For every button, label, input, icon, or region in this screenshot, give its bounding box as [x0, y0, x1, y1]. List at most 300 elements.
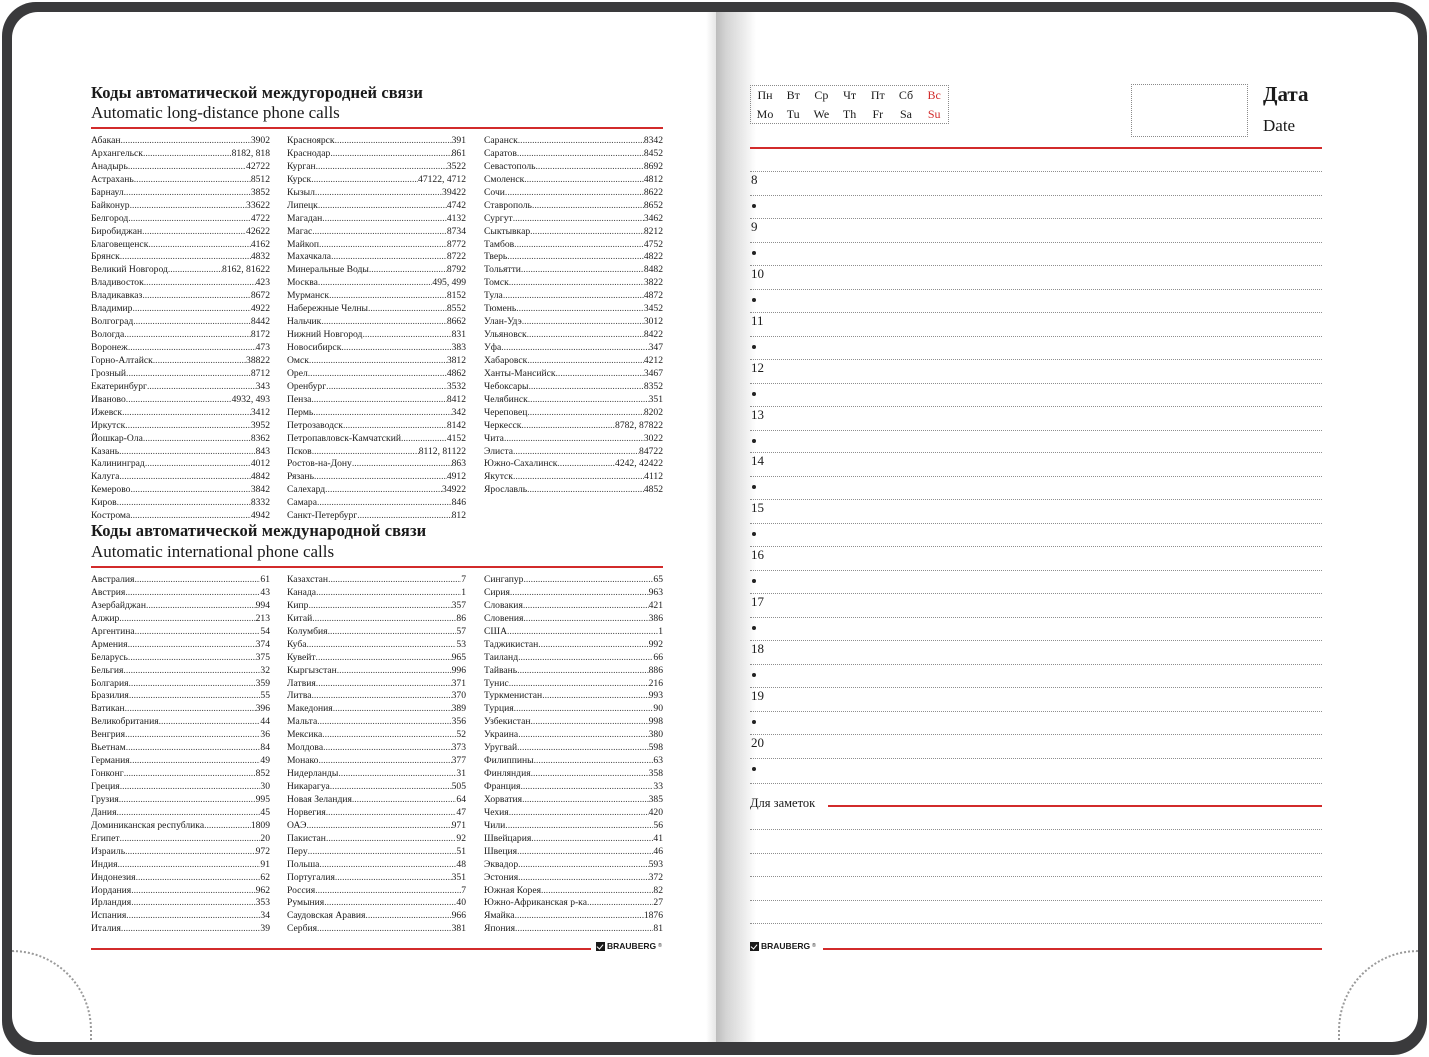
entry-name: Доминиканская республика — [91, 819, 205, 831]
entry-name: Мексика — [287, 729, 323, 741]
entry-name: Брянск — [91, 251, 120, 263]
entry-name: Словения — [484, 612, 524, 624]
schedule-line[interactable] — [750, 476, 1322, 477]
entry-name: Кемерово — [91, 484, 131, 496]
code-entry — [91, 303, 270, 316]
notes-line[interactable] — [750, 923, 1322, 924]
code-entry — [287, 768, 466, 781]
code-entry — [287, 174, 466, 187]
entry-code: 993 — [648, 690, 663, 702]
weekday-ru[interactable]: Сб — [898, 88, 914, 102]
weekday-ru[interactable]: Чт — [843, 88, 857, 102]
code-entry — [91, 355, 270, 368]
code-entry — [287, 885, 466, 898]
entry-name: Таджикистан — [484, 638, 539, 650]
dot-leader — [335, 135, 452, 148]
dot-leader — [125, 587, 260, 600]
code-entry — [287, 574, 466, 587]
entry-code: 4742 — [446, 199, 466, 211]
dot-leader — [531, 768, 649, 781]
entry-code: 420 — [648, 806, 663, 818]
code-entry — [91, 174, 270, 187]
half-hour-bullet — [752, 345, 756, 349]
domestic-codes-column-2 — [287, 135, 466, 523]
schedule-line[interactable] — [750, 617, 1322, 618]
weekday-en[interactable]: Mo — [756, 107, 774, 121]
entry-code: 44 — [260, 716, 270, 728]
dot-leader — [125, 420, 251, 433]
dot-leader — [521, 264, 644, 277]
code-entry — [287, 303, 466, 316]
entry-name: Рязань — [287, 471, 314, 483]
code-entry — [287, 316, 466, 329]
code-entry — [287, 277, 466, 290]
entry-code: 33622 — [246, 199, 270, 211]
code-entry — [91, 729, 270, 742]
entry-code: 90 — [653, 703, 663, 715]
entry-code: 593 — [648, 858, 663, 870]
dot-leader — [125, 729, 260, 742]
code-entry — [484, 613, 663, 626]
dot-leader — [315, 885, 461, 898]
entry-code: 82 — [653, 884, 663, 896]
schedule-line[interactable] — [750, 242, 1322, 243]
entry-code: 8412 — [446, 393, 466, 405]
entry-code: 4942 — [250, 510, 270, 522]
code-entry — [287, 678, 466, 691]
domestic-title-underline — [91, 127, 663, 129]
code-entry — [287, 872, 466, 885]
notes-line[interactable] — [750, 853, 1322, 854]
schedule-line[interactable] — [750, 499, 1322, 500]
right-page — [716, 12, 1418, 1042]
dot-leader — [129, 678, 256, 691]
code-entry — [287, 910, 466, 923]
dot-leader — [122, 407, 251, 420]
dot-leader — [518, 859, 648, 872]
code-entry — [484, 807, 663, 820]
dot-leader — [587, 897, 653, 910]
entry-name: Армения — [91, 638, 128, 650]
dot-leader — [145, 458, 251, 471]
schedule-line[interactable] — [750, 195, 1322, 196]
dot-leader — [517, 742, 648, 755]
hour-label: 13 — [751, 406, 764, 422]
code-entry — [91, 497, 270, 510]
entry-code: 39422 — [442, 186, 466, 198]
dot-leader — [128, 639, 256, 652]
entry-name: Волгоград — [91, 316, 134, 328]
dot-leader — [130, 200, 246, 213]
code-entry — [287, 368, 466, 381]
weekday-en[interactable]: Su — [927, 107, 941, 121]
date-field[interactable] — [1131, 84, 1248, 137]
weekday-ru[interactable]: Пт — [870, 88, 885, 102]
dot-leader — [128, 342, 256, 355]
code-entry — [91, 394, 270, 407]
entry-code: 213 — [255, 612, 270, 624]
dot-leader — [128, 213, 251, 226]
schedule-line[interactable] — [750, 664, 1322, 665]
code-entry — [484, 355, 663, 368]
page-fold-shadow-left — [706, 12, 716, 1042]
entry-name: Италия — [91, 923, 121, 935]
code-entry — [484, 626, 663, 639]
entry-name: Дания — [91, 806, 117, 818]
entry-code: 61 — [260, 574, 270, 585]
entry-name: Смоленск — [484, 173, 525, 185]
entry-code: 1 — [461, 586, 466, 598]
entry-code: 351 — [451, 871, 466, 883]
entry-name: Сингапур — [484, 574, 524, 585]
dot-leader — [144, 277, 256, 290]
entry-name: Архангельск — [91, 147, 143, 159]
schedule-line[interactable] — [750, 383, 1322, 384]
code-entry — [287, 587, 466, 600]
dot-leader — [316, 678, 452, 691]
notes-line[interactable] — [750, 900, 1322, 901]
code-entry — [91, 652, 270, 665]
schedule-line[interactable] — [750, 406, 1322, 407]
entry-name: Кипр — [287, 599, 309, 611]
dot-leader — [308, 846, 457, 859]
entry-code: 8352 — [643, 380, 663, 392]
entry-name: Сургут — [484, 212, 513, 224]
dot-leader — [335, 872, 452, 885]
entry-code: 8512 — [250, 173, 270, 185]
entry-code: 45 — [260, 806, 270, 818]
dot-leader — [311, 174, 418, 187]
code-entry — [91, 833, 270, 846]
weekday-ru[interactable]: Ср — [814, 88, 829, 102]
code-entry — [287, 820, 466, 833]
hour-label: 17 — [751, 594, 764, 610]
entry-name: Элиста — [484, 445, 513, 457]
dot-leader — [518, 135, 644, 148]
code-entry — [287, 897, 466, 910]
code-entry — [484, 458, 663, 471]
schedule-line[interactable] — [750, 758, 1322, 759]
dot-leader — [118, 859, 261, 872]
weekday-ru[interactable]: Вс — [927, 88, 941, 102]
entry-name: Вологда — [91, 329, 125, 341]
dot-leader — [134, 574, 260, 587]
entry-code: 389 — [451, 703, 466, 715]
code-entry — [287, 742, 466, 755]
entry-code: 396 — [255, 703, 270, 715]
code-entry — [484, 885, 663, 898]
code-entry — [91, 148, 270, 161]
dot-leader — [518, 872, 648, 885]
weekday-en[interactable]: Fr — [872, 107, 884, 121]
entry-name: Улан-Удэ — [484, 316, 522, 328]
entry-name: Липецк — [287, 199, 318, 211]
schedule-line[interactable] — [750, 171, 1322, 172]
code-entry — [287, 716, 466, 729]
code-entry — [287, 729, 466, 742]
entry-name: Екатеринбург — [91, 380, 147, 392]
entry-name: Воронеж — [91, 342, 128, 353]
schedule-line[interactable] — [750, 289, 1322, 290]
dot-leader — [126, 394, 232, 407]
dot-leader — [330, 148, 451, 161]
code-entry — [287, 781, 466, 794]
entry-name: Китай — [287, 612, 313, 624]
international-title-ru: Коды автоматической международной связи — [91, 521, 427, 540]
code-entry — [484, 820, 663, 833]
dot-leader — [317, 497, 452, 510]
entry-name: Майкоп — [287, 238, 320, 250]
weekday-ru[interactable]: Пн — [757, 88, 773, 102]
code-entry — [484, 587, 663, 600]
dot-leader — [509, 807, 649, 820]
entry-name: Биробиджан — [91, 225, 143, 237]
entry-code: 8772 — [446, 238, 466, 250]
dot-leader — [318, 200, 447, 213]
entry-name: Владикавказ — [91, 290, 143, 302]
entry-name: Сербия — [287, 923, 317, 935]
code-entry — [287, 794, 466, 807]
entry-code: 347 — [648, 342, 663, 353]
dot-leader — [330, 781, 452, 794]
notes-line[interactable] — [750, 829, 1322, 830]
dot-leader — [401, 433, 447, 446]
brand-check-icon — [750, 942, 759, 951]
code-entry — [91, 484, 270, 497]
entry-name: Казахстан — [287, 574, 329, 585]
dot-leader — [538, 639, 648, 652]
dot-leader — [513, 213, 644, 226]
schedule-line[interactable] — [750, 546, 1322, 547]
entry-code: 8662 — [446, 316, 466, 328]
entry-code: 54 — [260, 625, 270, 637]
entry-code: 3412 — [250, 406, 270, 418]
weekday-en[interactable]: Sa — [900, 107, 912, 121]
entry-code: 7 — [461, 574, 466, 585]
entry-name: Португалия — [287, 871, 335, 883]
entry-code: 52 — [456, 729, 466, 741]
weekday-en[interactable]: Th — [842, 107, 857, 121]
dot-leader — [116, 807, 260, 820]
schedule-line[interactable] — [750, 734, 1322, 735]
entry-name: Польша — [287, 858, 320, 870]
code-entry — [287, 420, 466, 433]
schedule-line[interactable] — [750, 783, 1322, 784]
schedule-line[interactable] — [750, 687, 1322, 688]
entry-name: Иваново — [91, 393, 126, 405]
entry-code: 3467 — [643, 367, 663, 379]
dot-leader — [318, 277, 433, 290]
entry-name: Белгород — [91, 212, 129, 224]
code-entry — [91, 213, 270, 226]
code-entry — [91, 226, 270, 239]
schedule-line[interactable] — [750, 640, 1322, 641]
dot-leader — [322, 729, 456, 742]
code-entry — [91, 200, 270, 213]
entry-code: 42622 — [246, 225, 270, 237]
entry-code: 598 — [648, 742, 663, 754]
entry-code: 8142 — [446, 419, 466, 431]
entry-code: 971 — [451, 819, 466, 831]
entry-code: 356 — [451, 716, 466, 728]
entry-code: 84 — [260, 742, 270, 754]
entry-name: Псков — [287, 445, 312, 457]
code-entry — [484, 665, 663, 678]
entry-code: 4832 — [250, 251, 270, 263]
dot-leader — [159, 716, 261, 729]
dot-leader — [142, 226, 246, 239]
schedule-line[interactable] — [750, 570, 1322, 571]
entry-code: 3902 — [250, 135, 270, 146]
entry-name: Узбекистан — [484, 716, 531, 728]
entry-code: 371 — [451, 677, 466, 689]
schedule-line[interactable] — [750, 711, 1322, 712]
entry-code: 62 — [260, 871, 270, 883]
code-entry — [287, 355, 466, 368]
dot-leader — [312, 690, 452, 703]
dot-leader — [120, 781, 261, 794]
entry-name: Азербайджан — [91, 599, 146, 611]
schedule-line[interactable] — [750, 430, 1322, 431]
entry-name: Санкт-Петербург — [287, 510, 358, 522]
entry-name: Гонконг — [91, 768, 124, 780]
dot-leader — [531, 833, 653, 846]
dot-leader — [124, 187, 251, 200]
entry-name: Салехард — [287, 484, 326, 496]
weekday-ru[interactable]: Вт — [786, 88, 800, 102]
code-entry — [91, 290, 270, 303]
dot-leader — [528, 394, 649, 407]
entry-name: Иордания — [91, 884, 132, 896]
entry-code: 8172 — [250, 329, 270, 341]
dot-leader — [507, 626, 658, 639]
entry-code: 4922 — [250, 303, 270, 315]
entry-code: 351 — [648, 393, 663, 405]
dot-leader — [343, 420, 447, 433]
schedule-line[interactable] — [750, 312, 1322, 313]
code-entry — [484, 846, 663, 859]
dot-leader — [362, 329, 451, 342]
entry-code: 886 — [648, 664, 663, 676]
entry-code: 47 — [456, 806, 466, 818]
code-entry — [287, 226, 466, 239]
entry-name: ОАЭ — [287, 819, 307, 831]
entry-code: 8332 — [250, 497, 270, 509]
dot-leader — [528, 381, 643, 394]
entry-name: Сыктывкар — [484, 225, 531, 237]
entry-code: 56 — [653, 819, 663, 831]
entry-name: Бразилия — [91, 690, 129, 702]
schedule-line[interactable] — [750, 218, 1322, 219]
entry-name: Абакан — [91, 135, 121, 146]
dot-leader — [368, 303, 447, 316]
dot-leader — [119, 794, 256, 807]
dot-leader — [323, 742, 452, 755]
code-entry — [287, 264, 466, 277]
entry-code: 3822 — [643, 277, 663, 289]
code-entry — [484, 251, 663, 264]
entry-code: 20 — [260, 832, 270, 844]
dot-leader — [316, 161, 447, 174]
entry-code: 8202 — [643, 406, 663, 418]
dot-leader — [123, 665, 260, 678]
entry-code: 84722 — [639, 445, 663, 457]
dot-leader — [128, 161, 246, 174]
schedule-line[interactable] — [750, 265, 1322, 266]
code-entry — [484, 652, 663, 665]
dot-leader — [328, 574, 461, 587]
code-entry — [91, 264, 270, 277]
weekday-en[interactable]: We — [813, 107, 830, 121]
entry-name: Ямайка — [484, 910, 515, 922]
dot-leader — [326, 807, 457, 820]
dot-leader — [510, 587, 649, 600]
code-entry — [287, 471, 466, 484]
entry-name: Петрозаводск — [287, 419, 343, 431]
code-entry — [484, 420, 663, 433]
code-entry — [484, 600, 663, 613]
notes-line[interactable] — [750, 876, 1322, 877]
half-hour-bullet — [752, 720, 756, 724]
entry-code: 8622 — [643, 186, 663, 198]
code-entry — [287, 755, 466, 768]
entry-code: 843 — [255, 445, 270, 457]
code-entry — [484, 833, 663, 846]
brand-name: BRAUBERG — [607, 941, 657, 951]
entry-code: 27 — [653, 897, 663, 909]
code-entry — [484, 859, 663, 872]
date-label-en: Date — [1263, 116, 1296, 135]
entry-name: Колумбия — [287, 625, 328, 637]
entry-code: 386 — [648, 612, 663, 624]
half-hour-bullet — [752, 673, 756, 677]
dot-leader — [132, 303, 250, 316]
hour-label: 18 — [751, 641, 764, 656]
code-entry — [484, 200, 663, 213]
code-entry — [287, 807, 466, 820]
dot-leader — [121, 135, 251, 148]
entry-code: 8712 — [250, 367, 270, 379]
entry-name: Македония — [287, 703, 333, 715]
dot-leader — [520, 781, 653, 794]
entry-code: 375 — [255, 651, 270, 663]
dot-leader — [307, 639, 457, 652]
dot-leader — [148, 239, 250, 252]
entry-name: Нальчик — [287, 316, 322, 328]
entry-name: Филиппины — [484, 755, 534, 767]
entry-name: Севастополь — [484, 160, 536, 172]
dot-leader — [369, 264, 447, 277]
schedule-line[interactable] — [750, 336, 1322, 337]
dot-leader — [316, 652, 452, 665]
schedule-line[interactable] — [750, 359, 1322, 360]
entry-name: Казань — [91, 445, 120, 457]
dot-leader — [501, 342, 648, 355]
schedule-line[interactable] — [750, 593, 1322, 594]
entry-name: Тюмень — [484, 303, 517, 315]
weekday-en[interactable]: Tu — [786, 107, 800, 121]
international-codes-column-3 — [484, 574, 663, 936]
schedule-line[interactable] — [750, 452, 1322, 453]
entry-code: 4212 — [643, 354, 663, 366]
code-entry — [91, 239, 270, 252]
entry-name: Эквадор — [484, 858, 519, 870]
dot-leader — [516, 303, 644, 316]
brand-check-icon — [596, 942, 605, 951]
schedule-line[interactable] — [750, 523, 1322, 524]
entry-code: 51 — [456, 845, 466, 857]
entry-code: 40 — [456, 897, 466, 909]
